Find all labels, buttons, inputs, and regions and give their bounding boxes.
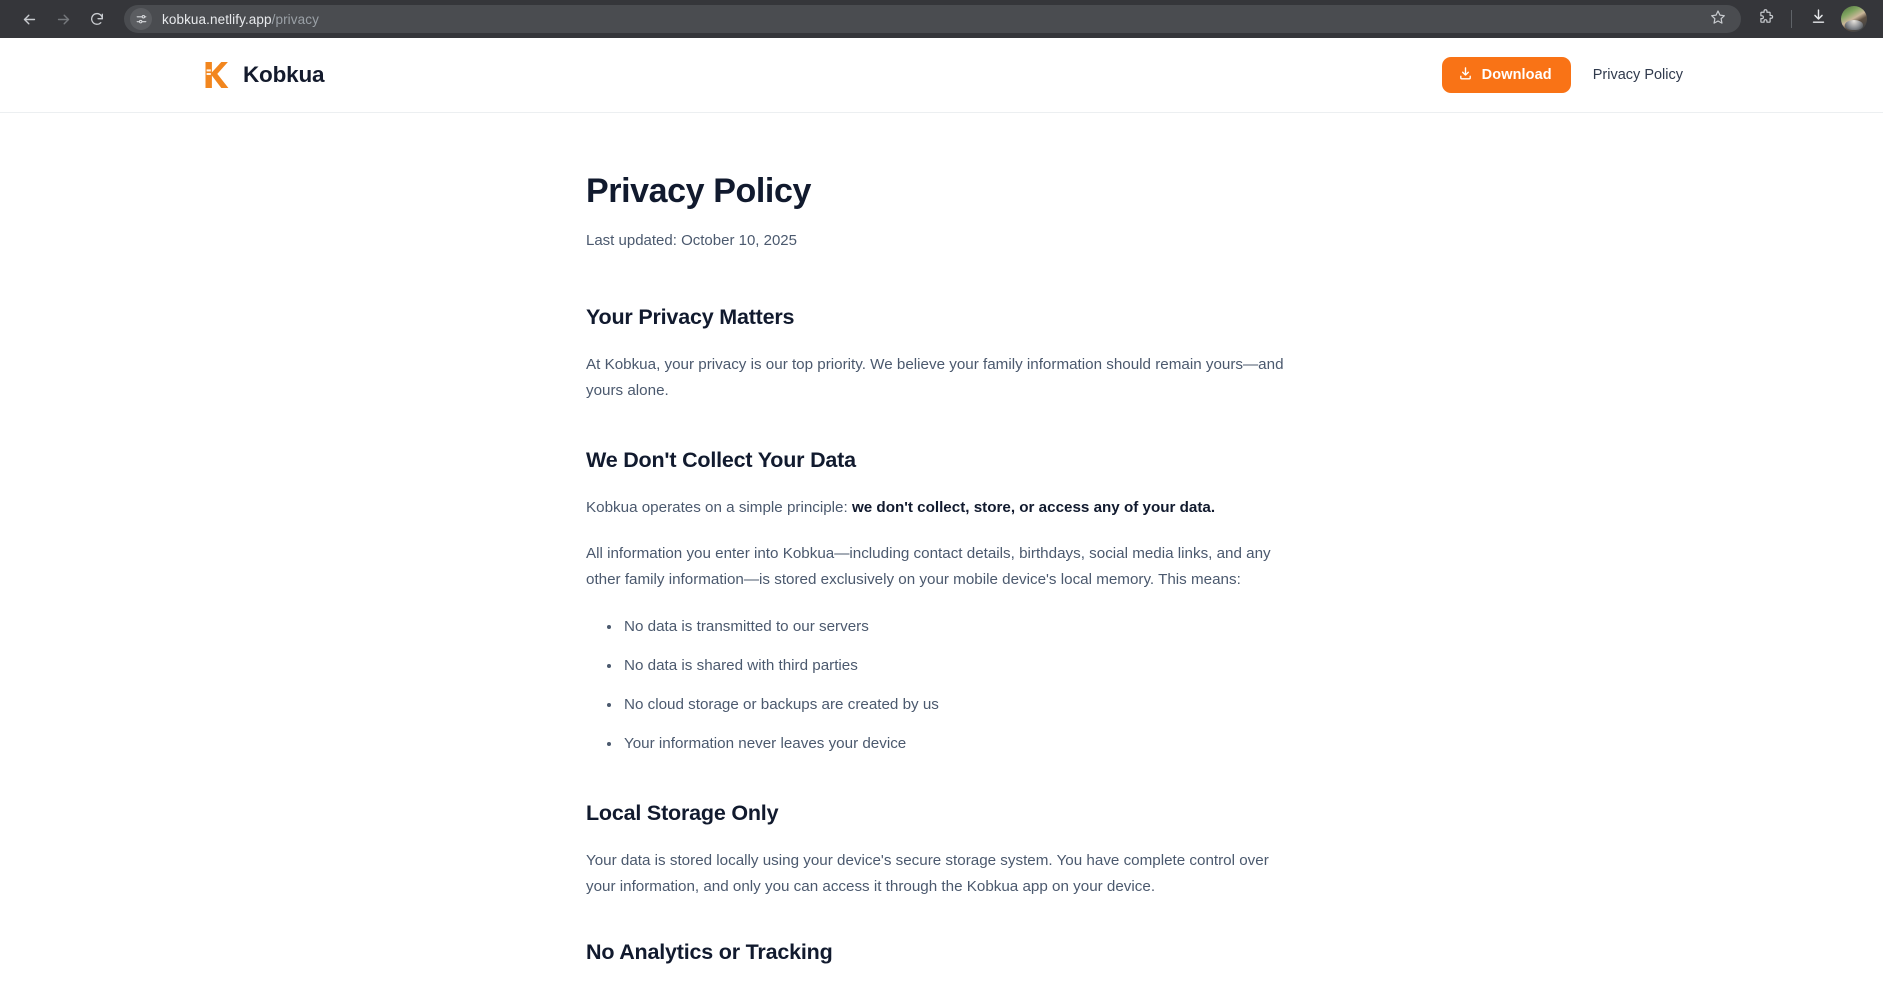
brand[interactable] <box>200 59 324 91</box>
lead-emphasis: we don't collect, store, or access any of your data. <box>851 499 1216 517</box>
section-heading: Your Privacy Matters <box>586 304 795 329</box>
document-container <box>586 113 1296 965</box>
list-item: No cloud storage or backups are created by us <box>586 692 1296 718</box>
url-text <box>162 12 1705 27</box>
address-bar[interactable] <box>124 5 1741 33</box>
header-actions <box>1442 57 1683 93</box>
privacy-guarantee-list <box>586 614 1296 758</box>
star-icon <box>1710 9 1726 30</box>
url-path: /privacy <box>271 11 319 27</box>
section-no-analytics-or-tracking <box>586 940 1296 965</box>
back-button[interactable] <box>12 2 46 36</box>
list-item: No data is transmitted to our servers <box>586 614 1296 640</box>
arrow-right-icon <box>55 11 72 28</box>
section-paragraph: At Kobkua, your privacy is our top priority. We believe your family information should remain yours—and yours alone. <box>586 355 1284 399</box>
download-tray-icon <box>1810 8 1827 30</box>
section-paragraph: All information you enter into Kobkua—including contact details, birthdays, social media links, and any other family information—is stored exclusively on your mobile device's local memory. This means: <box>586 545 1271 589</box>
toolbar-divider <box>1791 10 1792 28</box>
section-local-storage-only <box>586 801 1296 900</box>
profile-button[interactable] <box>1838 3 1870 35</box>
forward-button[interactable] <box>46 2 80 36</box>
section-paragraph: Your data is stored locally using your device's secure storage system. You have complete control over your information, and only you can access it through the Kobkua app on your device. <box>586 852 1269 896</box>
section-we-dont-collect-your-data <box>586 448 1296 757</box>
brand-name: Kobkua <box>243 62 325 87</box>
browser-toolbar <box>0 0 1883 38</box>
section-heading: No Analytics or Tracking <box>586 940 833 965</box>
section-your-privacy-matters <box>586 305 1296 404</box>
last-updated-text: Last updated: October 10, 2025 <box>586 231 797 249</box>
page-title: Privacy Policy <box>586 172 811 210</box>
lead-prefix: Kobkua operates on a simple principle: <box>586 499 852 517</box>
reload-icon <box>89 11 105 27</box>
url-domain: kobkua.netlify.app <box>162 11 272 27</box>
list-item: Your information never leaves your device <box>586 731 1296 757</box>
bookmark-button[interactable] <box>1705 6 1731 32</box>
download-icon <box>1458 66 1473 85</box>
site-header <box>0 38 1883 113</box>
section-heading: Local Storage Only <box>586 801 779 826</box>
download-button[interactable] <box>1442 57 1571 93</box>
browser-actions <box>1749 3 1870 35</box>
page-content <box>0 113 1883 984</box>
nav-link-privacy-policy[interactable]: Privacy Policy <box>1592 67 1683 83</box>
kobkua-k-logo-icon <box>200 59 230 91</box>
profile-avatar <box>1841 6 1867 32</box>
section-lead-paragraph <box>586 495 1296 521</box>
list-item: No data is shared with third parties <box>586 653 1296 679</box>
section-heading: We Don't Collect Your Data <box>586 448 856 473</box>
tune-icon[interactable] <box>130 8 152 30</box>
reload-button[interactable] <box>80 2 114 36</box>
extensions-button[interactable] <box>1749 3 1781 35</box>
puzzle-piece-icon <box>1757 8 1774 30</box>
downloads-button[interactable] <box>1802 3 1834 35</box>
download-button-label: Download <box>1481 67 1552 83</box>
arrow-left-icon <box>21 11 38 28</box>
